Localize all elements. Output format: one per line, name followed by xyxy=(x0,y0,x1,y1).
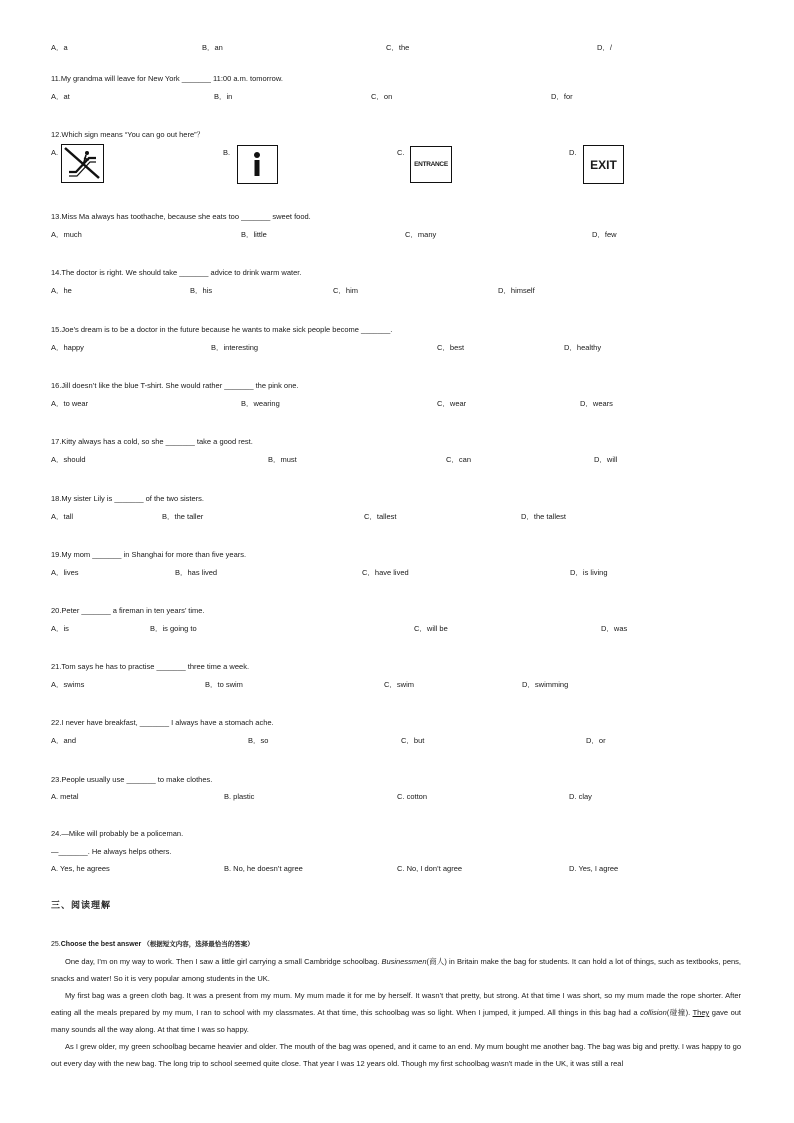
option-c[interactable]: C．have lived xyxy=(362,568,409,577)
option-c[interactable]: C．wear xyxy=(437,399,467,408)
option-b[interactable]: B．little xyxy=(241,230,267,239)
entrance-sign-icon[interactable] xyxy=(410,146,452,183)
option-a[interactable]: A．to wear xyxy=(51,399,89,408)
no-escalator-sign-icon[interactable] xyxy=(61,144,104,183)
section-title-reading: 三、阅读理解 xyxy=(51,901,112,911)
option-b[interactable]: B. plastic xyxy=(224,792,255,801)
option-d[interactable]: D．is living xyxy=(570,568,608,577)
option-a[interactable]: A．swims xyxy=(51,680,85,689)
question-stem: 24.—Mike will probably be a policeman. xyxy=(51,829,184,838)
exit-label: EXIT xyxy=(590,157,617,172)
question-stem: 21.Tom says he has to practise _______ three time a week. xyxy=(51,662,250,671)
option-d[interactable]: D．the tallest xyxy=(521,512,567,521)
option-b[interactable]: B．to swim xyxy=(205,680,243,689)
option-d[interactable]: D．or xyxy=(586,736,606,745)
option-a[interactable]: A．he xyxy=(51,286,72,295)
q10-option-a[interactable]: A．a xyxy=(51,43,68,52)
q10-option-b[interactable]: B．an xyxy=(202,43,223,52)
question-stem: 11.My grandma will leave for New York _______ 11:00 a.m. tomorrow. xyxy=(51,74,283,83)
entrance-label: ENTRANCE xyxy=(414,161,448,168)
question-stem: 18.My sister Lily is _______ of the two sisters. xyxy=(51,494,204,503)
q25-title: Choose the best answer xyxy=(60,941,142,948)
option-c[interactable]: C. cotton xyxy=(397,792,428,801)
option-a[interactable]: A．is xyxy=(51,624,69,633)
no-escalator-icon xyxy=(62,145,102,181)
option-b[interactable]: B．interesting xyxy=(211,343,259,352)
option-d[interactable]: D．few xyxy=(592,230,617,239)
option-a[interactable]: A. xyxy=(51,148,59,157)
passage-paragraph-3: As I grew older, my green schoolbag became heavier and older. The mouth of the bag was opened, and it came to an end. My mum bought me another bag. The bag was big and pretty. I was happy to go out every day with the new bag. The long trip to school seemed quite close. That year I was 12 years old. Though my first schoolbag wasn't made in the UK, it was still a real xyxy=(51,1042,741,1068)
question-stem: 20.Peter _______ a fireman in ten years’ time. xyxy=(51,606,205,615)
option-b[interactable]: B．in xyxy=(214,92,233,101)
question-stem-reply: —_______. He always helps others. xyxy=(51,847,172,856)
question-stem: 23.People usually use _______ to make clothes. xyxy=(51,775,213,784)
option-a[interactable]: A．much xyxy=(51,230,82,239)
option-c[interactable]: C．swim xyxy=(384,680,414,689)
option-a[interactable]: A．should xyxy=(51,455,86,464)
information-sign-icon[interactable] xyxy=(237,145,278,184)
option-b[interactable]: B．has lived xyxy=(175,568,218,577)
option-b[interactable]: B．so xyxy=(248,736,269,745)
option-d[interactable]: D．wears xyxy=(580,399,613,408)
option-c[interactable]: C．but xyxy=(401,736,425,745)
q25-heading xyxy=(51,940,254,949)
option-b[interactable]: B．is going to xyxy=(150,624,197,633)
passage-paragraph-2: My first bag was a green cloth bag. It was a present from my mum. My mum made it for me by herself. It wasn’t that pretty, but strong. At that time I was short, so my mum made the rope shorter. After eating all the meals prepared by my mum, I ran to school with my classmates. At that time, this schoolbag was so light. When I jumped, it jumped. All things in this bag had a collision(碰撞). They gave out many sounds all the way along. At that time I was so happy. xyxy=(51,991,741,1034)
reading-passage xyxy=(51,953,741,1072)
question-stem: 17.Kitty always has a cold, so she _______ take a good rest. xyxy=(51,437,253,446)
option-c[interactable]: C．on xyxy=(371,92,393,101)
option-c[interactable]: C．tallest xyxy=(364,512,397,521)
option-d[interactable]: D．swimming xyxy=(522,680,569,689)
question-stem: 16.Jill doesn’t like the blue T-shirt. She would rather _______ the pink one. xyxy=(51,381,299,390)
question-stem: 13.Miss Ma always has toothache, because she eats too _______ sweet food. xyxy=(51,212,311,221)
option-c[interactable]: C．can xyxy=(446,455,472,464)
option-c[interactable]: C．will be xyxy=(414,624,448,633)
option-d[interactable]: D．will xyxy=(594,455,618,464)
passage-paragraph-1: One day, I’m on my way to work. Then I saw a little girl carrying a small Cambridge schoolbag. Businessmen(商人) in Britain make the bag for students. It can hold a lot of things, such as textbooks, pens, snacks and water! So it is very popular among students in the UK. xyxy=(51,957,741,983)
option-c[interactable]: C. No, I don’t agree xyxy=(397,864,463,873)
question-stem: 15.Joe’s dream is to be a doctor in the future because he wants to make sick people become _______. xyxy=(51,325,393,334)
option-c[interactable]: C．many xyxy=(405,230,437,239)
option-d[interactable]: D．was xyxy=(601,624,628,633)
option-d[interactable]: D．healthy xyxy=(564,343,602,352)
question-stem: 19.My mom _______ in Shanghai for more than five years. xyxy=(51,550,247,559)
option-a[interactable]: A．and xyxy=(51,736,77,745)
option-d[interactable]: D. Yes, I agree xyxy=(569,864,619,873)
option-a[interactable]: A. metal xyxy=(51,792,79,801)
question-stem: 22.I never have breakfast, _______ I always have a stomach ache. xyxy=(51,718,274,727)
option-a[interactable]: A．lives xyxy=(51,568,79,577)
question-stem: 14.The doctor is right. We should take _______ advice to drink warm water. xyxy=(51,268,302,277)
option-a[interactable]: A．at xyxy=(51,92,70,101)
option-b[interactable]: B. No, he doesn’t agree xyxy=(224,864,303,873)
option-b[interactable]: B．wearing xyxy=(241,399,280,408)
q25-title-cn: （根据短文内容，选择最恰当的答案） xyxy=(143,940,254,948)
q10-option-d[interactable]: D．/ xyxy=(597,43,612,52)
option-c[interactable]: C．him xyxy=(333,286,359,295)
q25-number: 25. xyxy=(51,941,61,948)
option-c[interactable]: C．best xyxy=(437,343,465,352)
option-d[interactable]: D. xyxy=(569,148,577,157)
option-d[interactable]: D．himself xyxy=(498,286,535,295)
option-d[interactable]: D. clay xyxy=(569,792,592,801)
option-b[interactable]: B．his xyxy=(190,286,213,295)
exit-sign-icon[interactable] xyxy=(583,145,624,184)
q10-option-c[interactable]: C．the xyxy=(386,43,410,52)
option-a[interactable]: A. Yes, he agrees xyxy=(51,864,110,873)
option-a[interactable]: A．tall xyxy=(51,512,74,521)
question-stem: 12.Which sign means “You can go out here”？ xyxy=(51,130,205,139)
option-d[interactable]: D．for xyxy=(551,92,573,101)
information-icon xyxy=(238,146,276,182)
option-a[interactable]: A．happy xyxy=(51,343,84,352)
option-c[interactable]: C. xyxy=(397,148,405,157)
option-b[interactable]: B．must xyxy=(268,455,297,464)
option-b[interactable]: B. xyxy=(223,148,231,157)
option-b[interactable]: B．the taller xyxy=(162,512,204,521)
